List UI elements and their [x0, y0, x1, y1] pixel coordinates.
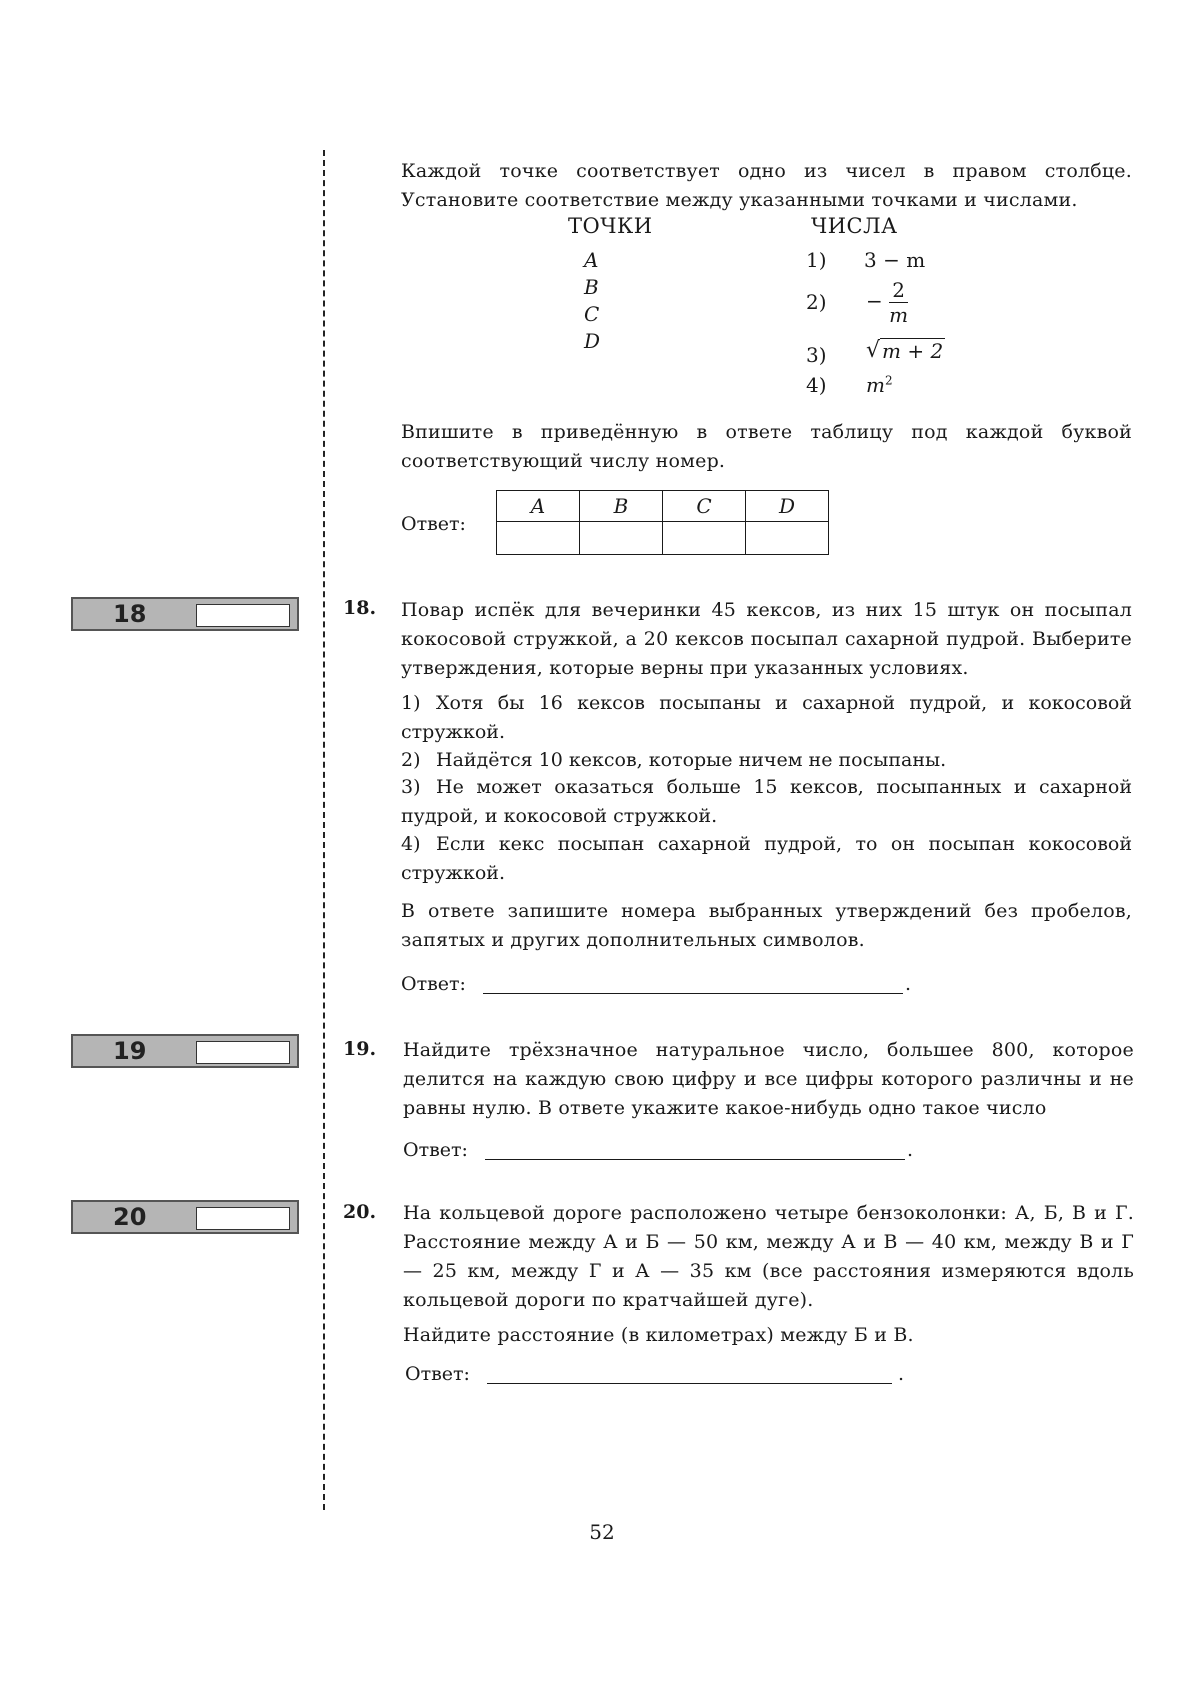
answer-table-header-b: B [580, 491, 663, 522]
answer-table-header-c: C [663, 491, 746, 522]
option-3-expression [866, 338, 945, 363]
statement-1-text: Хотя бы 16 кексов посыпаны и сахарной пудрой, и кокосовой стружкой. [401, 692, 1132, 743]
task19-badge-answer-box[interactable] [196, 1041, 290, 1064]
task19-text: Найдите трёхзначное натуральное число, большее 800, которое делится на каждую свою цифру и все цифры которого различны и не равны нулю. В ответе укажите какое-нибудь одно такое число [403, 1039, 1134, 1119]
task20-answer-period: . [898, 1363, 905, 1385]
task20-question: Найдите расстояние (в километрах) между Б и В. [403, 1324, 914, 1346]
task19-badge-number: 19 [113, 1037, 147, 1065]
answer-table-header-a: A [497, 491, 580, 522]
option-4-base: m [866, 373, 885, 397]
statement-4-text: Если кекс посыпан сахарной пудрой, то он посыпан кокосовой стружкой. [401, 833, 1132, 884]
option-2-number: 2) [806, 290, 827, 314]
option-3-number: 3) [806, 343, 827, 367]
task18-badge-number: 18 [113, 600, 147, 628]
answer-cell-a[interactable] [497, 522, 580, 555]
option-1-number: 1) [806, 248, 827, 272]
task20-badge-number: 20 [113, 1203, 147, 1231]
option-1-expr: 3 − m [864, 248, 926, 272]
task19-answer-label: Ответ: [403, 1139, 468, 1161]
task20-badge [71, 1200, 299, 1234]
option-2-numerator: 2 [889, 278, 908, 303]
statement-3-text: Не может оказаться больше 15 кексов, посыпанных и сахарной пудрой, и кокосовой стружкой. [401, 776, 1132, 827]
option-4-expression [866, 373, 893, 397]
statement-2-text: Найдётся 10 кексов, которые ничем не посыпаны. [436, 749, 947, 771]
answer-table [496, 490, 829, 555]
task20-badge-answer-box[interactable] [196, 1207, 290, 1230]
task18-instruction: В ответе запишите номера выбранных утверждений без пробелов, запятых и других дополнительных символов. [401, 900, 1132, 951]
answer-cell-b[interactable] [580, 522, 663, 555]
option-2-expression [866, 278, 908, 327]
statement-3-number: 3) [401, 776, 421, 798]
task20-text: На кольцевой дороге расположено четыре бензоколонки: А, Б, В и Г. Расстояние между А и Б — 50 км, между А и В — 40 км, между В и Г — 25 км, между Г и А — 35 км (все расстояния измеряются вдоль кольцевой дороги по кратчайшей дуге). [403, 1202, 1134, 1311]
answer-table-header-d: D [746, 491, 829, 522]
task17-instruction: Впишите в приведённую в ответе таблицу под каждой буквой соответствующий числу номер. [401, 421, 1132, 472]
task19-badge [71, 1034, 299, 1068]
task17-answer-label: Ответ: [401, 513, 466, 535]
point-c: C [584, 302, 600, 326]
task17-intro: Каждой точке соответствует одно из чисел в правом столбце. Установите соответствие между указанными точками и числами. [401, 160, 1132, 211]
task18-answer-label: Ответ: [401, 973, 466, 995]
task18-badge [71, 597, 299, 631]
task19-number: 19. [343, 1038, 377, 1060]
option-4-exponent: 2 [884, 373, 893, 388]
cut-line [323, 150, 325, 1510]
task18-text: Повар испёк для вечеринки 45 кексов, из них 15 штук он посыпал кокосовой стружкой, а 20 кексов посыпал сахарной пудрой. Выберите утверждения, которые верны при указанных условиях. [401, 599, 1132, 679]
answer-cell-c[interactable] [663, 522, 746, 555]
numbers-header: ЧИСЛА [811, 214, 898, 238]
statement-4-number: 4) [401, 833, 421, 855]
option-2-sign: − [866, 289, 883, 313]
option-3-radicand: m + 2 [882, 339, 944, 363]
option-2-denominator: m [889, 303, 909, 327]
points-header: ТОЧКИ [568, 214, 653, 238]
statement-2-number: 2) [401, 749, 421, 771]
option-3-sqrt [866, 338, 945, 363]
task19-answer-period: . [907, 1139, 914, 1161]
statement-1-number: 1) [401, 692, 421, 714]
task18-badge-answer-box[interactable] [196, 604, 290, 627]
option-2-fraction [889, 278, 908, 327]
task20-answer-field[interactable] [487, 1383, 892, 1384]
point-b: B [584, 275, 599, 299]
point-a: A [584, 248, 599, 272]
option-1-expression [864, 248, 925, 272]
task19-answer-field[interactable] [485, 1159, 905, 1160]
option-4-number: 4) [806, 373, 827, 397]
task20-number: 20. [343, 1201, 377, 1223]
task20-answer-label: Ответ: [405, 1363, 470, 1385]
point-d: D [584, 329, 601, 353]
task18-number: 18. [343, 597, 377, 619]
task18-answer-field[interactable] [483, 993, 903, 994]
page-number: 52 [589, 1520, 615, 1544]
answer-cell-d[interactable] [746, 522, 829, 555]
task18-answer-period: . [905, 973, 912, 995]
radical-sign: √ [866, 338, 881, 363]
